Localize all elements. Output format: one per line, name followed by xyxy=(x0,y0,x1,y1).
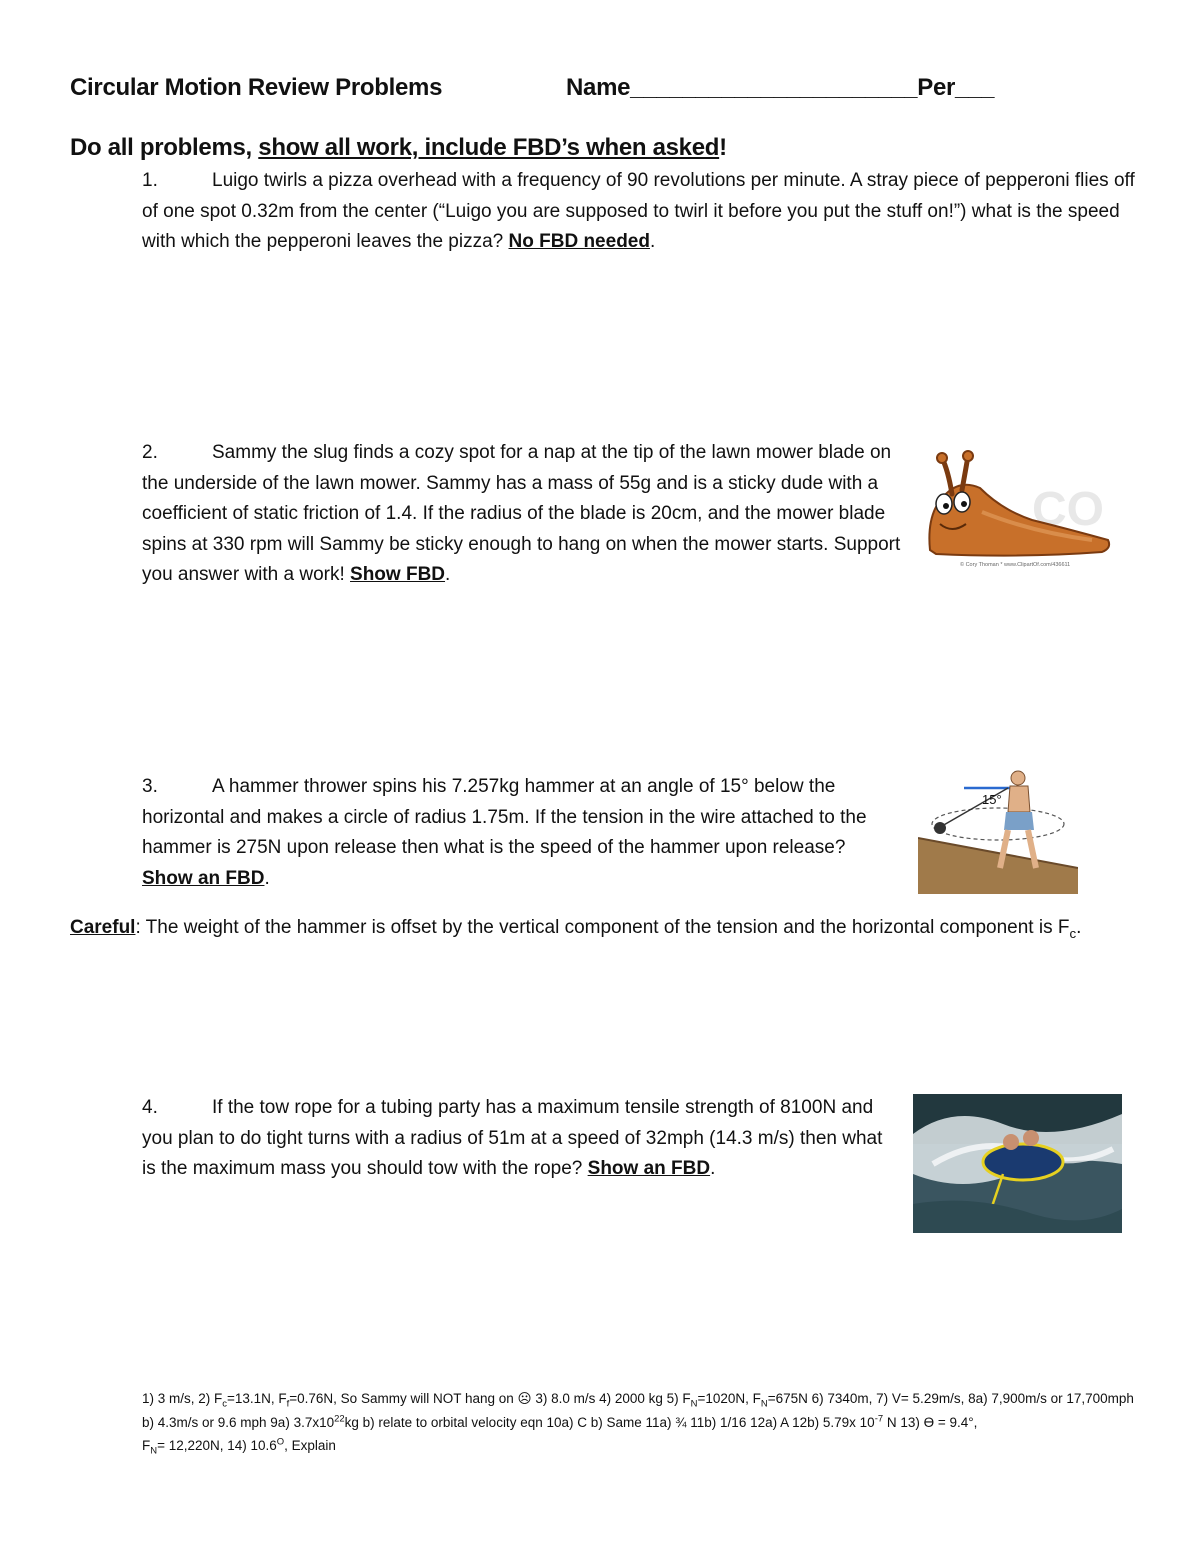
answer-superscript: O xyxy=(276,1436,285,1448)
answer-key xyxy=(142,1387,1137,1458)
instructions-tail: ! xyxy=(719,134,727,161)
problem-text: Luigo twirls a pizza overhead with a frequency of 90 revolutions per minute. A stray piece of pepperoni flies off of one spot 0.32m from the center (“Luigo you are supposed to twirl it before you put the stuff on!”) what is the speed with which the pepperoni leaves the pizza? xyxy=(142,170,1135,252)
problem-2 xyxy=(142,438,908,591)
fbd-instruction: No FBD needed xyxy=(508,231,650,252)
careful-note xyxy=(70,913,1135,944)
name-label: Name xyxy=(566,74,631,101)
answer-text: =675N 6) 7340m, 7) V= 5.29m/s, 8a) 7,900m/s or 17,700mph b) 4.3m/s or 9.6 mph 9a) 3.7x10 xyxy=(142,1391,1134,1430)
slug-image xyxy=(922,450,1118,570)
answer-subscript: N xyxy=(760,1398,768,1410)
problem-1 xyxy=(142,166,1137,258)
period: . xyxy=(649,231,656,252)
problem-text: Sammy the slug finds a cozy spot for a nap at the tip of the lawn mower blade on the underside of the lawn mower. Sammy has a mass of 55g and is a sticky dude with a coefficient of static friction of 1.4. If the radius of the blade is 20cm, and the mower blade spins at 330 rpm will Sammy be sticky enough to hang on when the mower starts. Support you answer with a work! xyxy=(142,442,901,585)
page-title: Circular Motion Review Problems xyxy=(70,74,443,101)
answer-text: , Explain xyxy=(284,1438,336,1453)
careful-subscript: c xyxy=(1069,925,1077,941)
image-caption: © Cory Thoman * www.ClipartOf.com/436611 xyxy=(960,562,1071,568)
instructions-lead: Do all problems, xyxy=(70,134,259,161)
fbd-instruction: Show FBD xyxy=(350,564,446,585)
problem-number: 3. xyxy=(142,776,158,797)
answer-subscript: N xyxy=(690,1398,698,1410)
answer-text: F xyxy=(142,1438,151,1453)
hammer-thrower-illustration xyxy=(918,768,1078,894)
hammer-thrower-image xyxy=(918,768,1078,894)
tubing-illustration xyxy=(913,1094,1122,1233)
answer-text: 1) 3 m/s, 2) F xyxy=(142,1391,223,1406)
per-label: Per xyxy=(917,74,956,101)
problem-number: 4. xyxy=(142,1097,158,1118)
name-blank[interactable]: ______________________ xyxy=(630,74,918,101)
period: . xyxy=(264,867,270,889)
problem-number: 2. xyxy=(142,442,158,463)
careful-label: Careful xyxy=(70,917,136,938)
instructions xyxy=(70,134,727,162)
tubing-photo xyxy=(913,1094,1122,1233)
problem-4 xyxy=(142,1093,884,1185)
problem-text: If the tow rope for a tubing party has a maximum tensile strength of 8100N and you plan to do tight turns with a radius of 51m at a speed of 32mph (14.3 m/s) then what is the maximum mass you should tow with the rope? xyxy=(142,1097,883,1179)
name-field[interactable] xyxy=(566,74,994,102)
answer-subscript: f xyxy=(286,1398,290,1410)
answer-text: =0.76N, So Sammy will NOT hang on ☹ 3) 8.0 m/s 4) 2000 kg 5) F xyxy=(289,1391,691,1406)
careful-end: . xyxy=(1076,917,1082,938)
svg-text:CO: CO xyxy=(1032,483,1104,536)
angle-label: 15° xyxy=(982,792,1002,807)
answer-text: =13.1N, F xyxy=(226,1391,287,1406)
problem-text: A hammer thrower spins his 7.257kg hammer at an angle of 15° below the horizontal and makes a circle of radius 1.75m. If the tension in the wire attached to the hammer is 275N upon release then what is the speed of the hammer upon release? xyxy=(142,776,867,858)
answer-subscript: c xyxy=(222,1398,227,1410)
careful-text: : The weight of the hammer is offset by the vertical component of the tension and the horizontal component is F xyxy=(135,917,1070,938)
problem-number: 1. xyxy=(142,170,158,191)
period: . xyxy=(710,1158,716,1179)
answer-text: N 13) Ө = 9.4°, xyxy=(883,1414,978,1430)
answer-subscript: N xyxy=(150,1445,158,1457)
fbd-instruction: Show an FBD xyxy=(587,1158,711,1179)
problem-3 xyxy=(142,772,890,894)
instructions-underlined: show all work, include FBD’s when asked xyxy=(258,134,720,161)
answer-superscript: -7 xyxy=(874,1413,884,1424)
answer-text: kg b) relate to orbital velocity eqn 10a) C b) Same 11a) ¾ 11b) 1/16 12a) A 12b) 5.79x 10 xyxy=(344,1414,875,1430)
per-blank[interactable]: ___ xyxy=(955,74,995,101)
answer-text: = 12,220N, 14) 10.6 xyxy=(157,1438,277,1453)
answer-text: =1020N, F xyxy=(697,1391,761,1406)
period: . xyxy=(445,564,451,585)
answer-superscript: 22 xyxy=(334,1413,345,1424)
fbd-instruction: Show an FBD xyxy=(142,867,265,889)
slug-illustration xyxy=(922,450,1118,570)
